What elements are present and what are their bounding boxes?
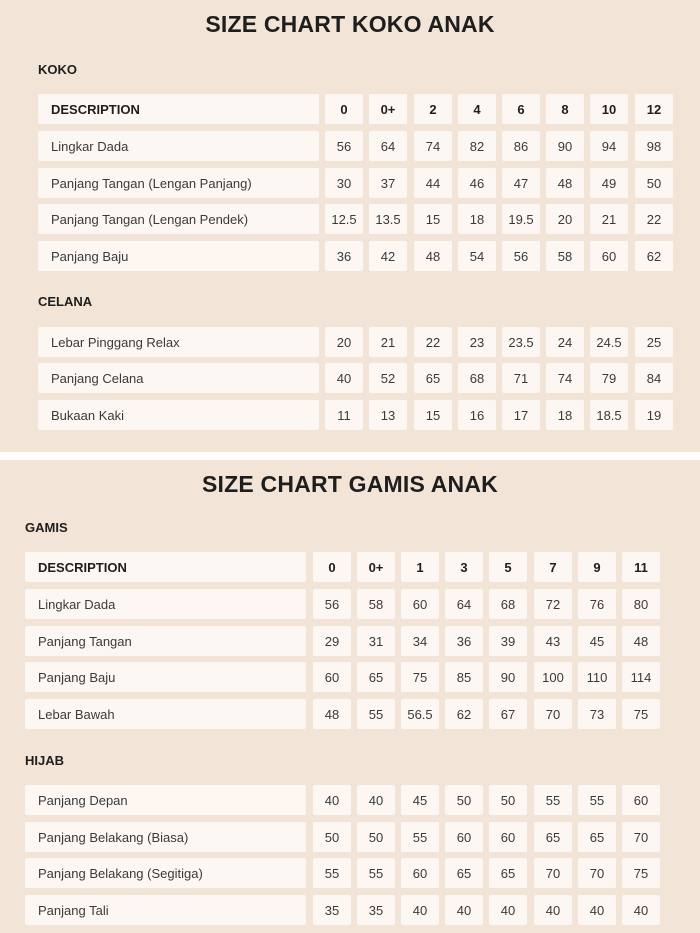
size-value: 68 — [458, 363, 496, 393]
size-value: 48 — [546, 168, 584, 198]
size-value: 79 — [590, 363, 628, 393]
size-value: 74 — [546, 363, 584, 393]
gamis-size-chart-panel — [0, 460, 700, 933]
header-size-2: 2 — [414, 94, 452, 124]
size-value: 13 — [369, 400, 407, 430]
size-value: 12.5 — [325, 204, 363, 234]
size-value: 22 — [414, 327, 452, 357]
size-value: 15 — [414, 400, 452, 430]
table-row — [0, 168, 700, 198]
size-value: 23 — [458, 327, 496, 357]
row-label-panjang-celana: Panjang Celana — [38, 363, 319, 393]
size-value: 48 — [414, 241, 452, 271]
size-value: 94 — [590, 131, 628, 161]
header-description: DESCRIPTION — [38, 94, 319, 124]
size-value: 55 — [578, 785, 616, 815]
header-size-0-plus: 0+ — [369, 94, 407, 124]
size-value: 64 — [445, 589, 483, 619]
size-value: 23.5 — [502, 327, 540, 357]
size-value: 55 — [534, 785, 572, 815]
row-label-panjang-baju: Panjang Baju — [38, 241, 319, 271]
header-size-6: 6 — [502, 94, 540, 124]
size-value: 36 — [325, 241, 363, 271]
koko-size-chart-panel — [0, 0, 700, 452]
size-value: 75 — [401, 662, 439, 692]
table-header-row — [0, 552, 700, 582]
row-label-panjang-tangan: Panjang Tangan — [25, 626, 306, 656]
koko-section-label: KOKO — [38, 62, 77, 77]
size-value: 19 — [635, 400, 673, 430]
size-value: 65 — [578, 822, 616, 852]
size-value: 64 — [369, 131, 407, 161]
size-value: 50 — [357, 822, 395, 852]
size-value: 40 — [357, 785, 395, 815]
size-value: 40 — [445, 895, 483, 925]
size-value: 60 — [313, 662, 351, 692]
size-value: 62 — [635, 241, 673, 271]
size-value: 62 — [445, 699, 483, 729]
header-size-5: 5 — [489, 552, 527, 582]
size-value: 74 — [414, 131, 452, 161]
header-size-9: 9 — [578, 552, 616, 582]
table-row — [0, 699, 700, 729]
table-row — [0, 400, 700, 430]
size-value: 22 — [635, 204, 673, 234]
size-value: 60 — [489, 822, 527, 852]
row-label-panjang-depan: Panjang Depan — [25, 785, 306, 815]
table-row — [0, 822, 700, 852]
size-value: 24.5 — [590, 327, 628, 357]
row-label-lebar-bawah: Lebar Bawah — [25, 699, 306, 729]
size-value: 80 — [622, 589, 660, 619]
size-value: 65 — [414, 363, 452, 393]
size-value: 50 — [489, 785, 527, 815]
table-row — [0, 626, 700, 656]
size-value: 90 — [546, 131, 584, 161]
size-value: 20 — [325, 327, 363, 357]
table-row — [0, 363, 700, 393]
size-value: 17 — [502, 400, 540, 430]
size-value: 25 — [635, 327, 673, 357]
size-value: 82 — [458, 131, 496, 161]
table-row — [0, 589, 700, 619]
size-value: 20 — [546, 204, 584, 234]
row-label-panjang-belakang-segitiga: Panjang Belakang (Segitiga) — [25, 858, 306, 888]
gamis-chart-title: SIZE CHART GAMIS ANAK — [202, 471, 498, 497]
table-row — [0, 662, 700, 692]
size-value: 76 — [578, 589, 616, 619]
size-value: 19.5 — [502, 204, 540, 234]
size-value: 43 — [534, 626, 572, 656]
size-value: 54 — [458, 241, 496, 271]
size-value: 58 — [546, 241, 584, 271]
size-value: 11 — [325, 400, 363, 430]
size-value: 70 — [578, 858, 616, 888]
size-value: 18.5 — [590, 400, 628, 430]
size-value: 84 — [635, 363, 673, 393]
size-value: 40 — [313, 785, 351, 815]
size-value: 68 — [489, 589, 527, 619]
size-value: 13.5 — [369, 204, 407, 234]
size-value: 50 — [635, 168, 673, 198]
size-value: 90 — [489, 662, 527, 692]
size-value: 86 — [502, 131, 540, 161]
size-value: 29 — [313, 626, 351, 656]
size-value: 65 — [534, 822, 572, 852]
size-value: 39 — [489, 626, 527, 656]
size-value: 60 — [401, 858, 439, 888]
size-value: 55 — [357, 858, 395, 888]
header-size-12: 12 — [635, 94, 673, 124]
size-value: 35 — [357, 895, 395, 925]
table-row — [0, 785, 700, 815]
size-value: 47 — [502, 168, 540, 198]
table-row — [0, 131, 700, 161]
size-value: 85 — [445, 662, 483, 692]
size-value: 71 — [502, 363, 540, 393]
size-value: 65 — [489, 858, 527, 888]
size-value: 70 — [622, 822, 660, 852]
header-size-0: 0 — [325, 94, 363, 124]
row-label-lingkar-dada: Lingkar Dada — [25, 589, 306, 619]
table-row — [0, 858, 700, 888]
size-value: 67 — [489, 699, 527, 729]
size-value: 36 — [445, 626, 483, 656]
size-value: 48 — [622, 626, 660, 656]
size-value: 70 — [534, 699, 572, 729]
header-description: DESCRIPTION — [25, 552, 306, 582]
header-size-1: 1 — [401, 552, 439, 582]
size-value: 50 — [313, 822, 351, 852]
size-value: 16 — [458, 400, 496, 430]
size-value: 73 — [578, 699, 616, 729]
header-size-0-plus: 0+ — [357, 552, 395, 582]
size-value: 56 — [502, 241, 540, 271]
size-value: 72 — [534, 589, 572, 619]
size-value: 55 — [401, 822, 439, 852]
size-value: 45 — [578, 626, 616, 656]
size-value: 31 — [357, 626, 395, 656]
header-size-10: 10 — [590, 94, 628, 124]
size-value: 58 — [357, 589, 395, 619]
row-label-panjang-tali: Panjang Tali — [25, 895, 306, 925]
size-value: 55 — [357, 699, 395, 729]
row-label-bukaan-kaki: Bukaan Kaki — [38, 400, 319, 430]
row-label-panjang-belakang-biasa: Panjang Belakang (Biasa) — [25, 822, 306, 852]
table-row — [0, 327, 700, 357]
row-label-panjang-baju: Panjang Baju — [25, 662, 306, 692]
size-value: 56.5 — [401, 699, 439, 729]
header-size-0: 0 — [313, 552, 351, 582]
size-value: 44 — [414, 168, 452, 198]
size-value: 60 — [445, 822, 483, 852]
size-value: 55 — [313, 858, 351, 888]
size-value: 75 — [622, 699, 660, 729]
size-value: 60 — [401, 589, 439, 619]
size-value: 75 — [622, 858, 660, 888]
header-size-7: 7 — [534, 552, 572, 582]
size-value: 34 — [401, 626, 439, 656]
size-value: 100 — [534, 662, 572, 692]
size-value: 40 — [489, 895, 527, 925]
size-value: 56 — [325, 131, 363, 161]
table-row — [0, 204, 700, 234]
gamis-section-label: GAMIS — [25, 520, 68, 535]
size-value: 98 — [635, 131, 673, 161]
size-value: 46 — [458, 168, 496, 198]
size-value: 40 — [325, 363, 363, 393]
size-value: 37 — [369, 168, 407, 198]
size-value: 18 — [546, 400, 584, 430]
size-value: 24 — [546, 327, 584, 357]
size-value: 110 — [578, 662, 616, 692]
table-row — [0, 241, 700, 271]
size-value: 35 — [313, 895, 351, 925]
row-label-lebar-pinggang-relax: Lebar Pinggang Relax — [38, 327, 319, 357]
header-size-4: 4 — [458, 94, 496, 124]
size-value: 15 — [414, 204, 452, 234]
size-value: 42 — [369, 241, 407, 271]
size-value: 40 — [534, 895, 572, 925]
hijab-section-label: HIJAB — [25, 753, 65, 768]
size-value: 52 — [369, 363, 407, 393]
row-label-lingkar-dada: Lingkar Dada — [38, 131, 319, 161]
size-value: 18 — [458, 204, 496, 234]
celana-section-label: CELANA — [38, 294, 93, 309]
size-value: 45 — [401, 785, 439, 815]
size-value: 60 — [622, 785, 660, 815]
size-value: 65 — [357, 662, 395, 692]
size-value: 48 — [313, 699, 351, 729]
size-value: 21 — [369, 327, 407, 357]
header-size-3: 3 — [445, 552, 483, 582]
size-value: 65 — [445, 858, 483, 888]
table-row — [0, 895, 700, 925]
header-size-11: 11 — [622, 552, 660, 582]
header-size-8: 8 — [546, 94, 584, 124]
size-value: 49 — [590, 168, 628, 198]
row-label-panjang-tangan-lengan-pendek: Panjang Tangan (Lengan Pendek) — [38, 204, 319, 234]
size-value: 56 — [313, 589, 351, 619]
size-value: 21 — [590, 204, 628, 234]
size-value: 40 — [401, 895, 439, 925]
koko-chart-title: SIZE CHART KOKO ANAK — [205, 11, 495, 37]
size-value: 40 — [622, 895, 660, 925]
row-label-panjang-tangan-lengan-panjang: Panjang Tangan (Lengan Panjang) — [38, 168, 319, 198]
table-header-row — [0, 94, 700, 124]
size-value: 50 — [445, 785, 483, 815]
size-value: 114 — [622, 662, 660, 692]
size-value: 40 — [578, 895, 616, 925]
size-value: 70 — [534, 858, 572, 888]
size-value: 60 — [590, 241, 628, 271]
size-value: 30 — [325, 168, 363, 198]
